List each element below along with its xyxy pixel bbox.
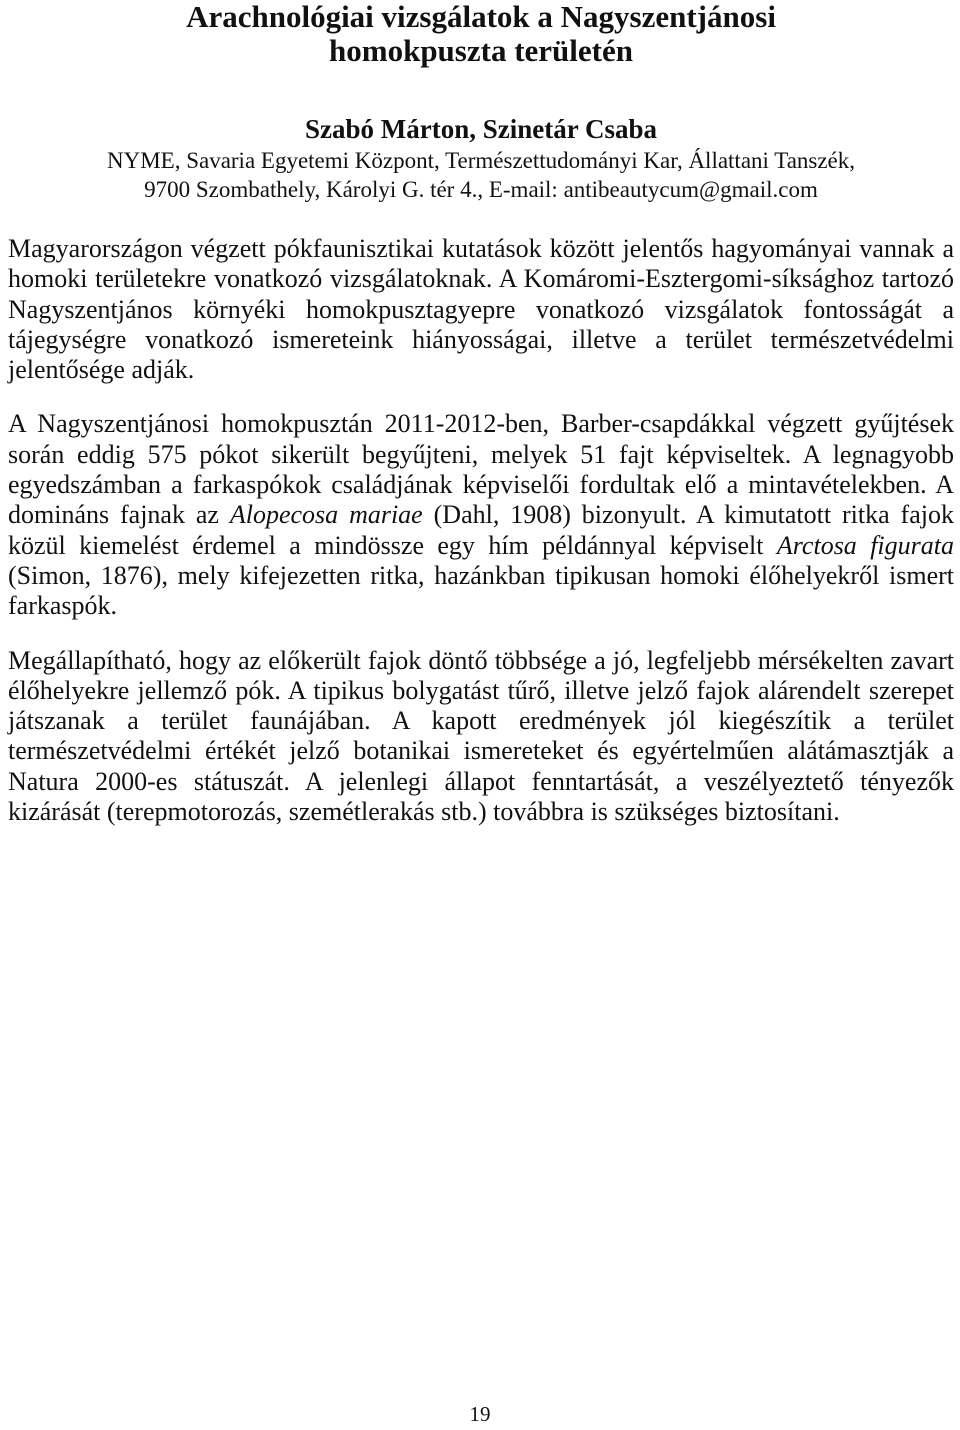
abstract-paragraph-1: Magyarországon végzett pókfaunisztikai kutatások között jelentős hagyományai vannak a homoki területekre vonatkozó vizsgálatoknak. A Komáromi-Esztergomi-síksághoz tartozó Nagyszentjános környéki homokpusztagyepre vonatkozó vizsgálatok fontosságát a tájegységre vonatkozó ismereteink hiányosságai, illetve a terület természetvédelmi jelentősége adják. [8, 234, 954, 385]
title-line-2: homokpuszta területén [329, 33, 633, 68]
page-number: 19 [469, 1402, 491, 1426]
paragraph-2-text-3: (Simon, 1876), mely kifejezetten ritka, hazánkban tipikusan homoki élőhelyekről ismert farkaspók. [8, 560, 954, 621]
affiliation-line-1: NYME, Savaria Egyetemi Központ, Természettudományi Kar, Állattani Tanszék, [106, 148, 856, 173]
affiliation-line-2: 9700 Szombathely, Károlyi G. tér 4., E-mail: antibeautycum@gmail.com [144, 177, 818, 202]
paper-title [8, 0, 954, 68]
abstract-paragraph-3: Megállapítható, hogy az előkerült fajok döntő többsége a jó, legfeljebb mérsékelten zavart élőhelyekre jellemző pók. A tipikus bolygatást tűrő, illetve jelző fajok alárendelt szerepet játszanak a terület faunájában. A kapott eredmények jól kiegészítik a terület természetvédelmi értékét jelző botanikai ismereteket és egyértelműen alátámasztják a Natura 2000-es státuszát. A jelenlegi állapot fenntartását, a veszélyeztető tényezők kizárását (terepmotorozás, szemétlerakás stb.) továbbra is szükséges biztosítani. [8, 645, 954, 827]
affiliation [8, 146, 954, 204]
paragraph-2-text-2: (Dahl, 1908) bizonyult. A kimutatott ritka fajok közül kiemelést érdemel a mindössze egy hím példánnyal képviselt [8, 500, 954, 560]
species-name-alopecosa: Alopecosa mariae [229, 500, 423, 530]
species-name-arctosa: Arctosa figurata [776, 530, 954, 560]
paragraph-2-text-1: A Nagyszentjánosi homokpusztán 2011-2012-ben, Barber-csapdákkal végzett gyűjtések során eddig 575 pókot sikerült begyűjteni, melyek 51 fajt képviseltek. A legnagyobb egyedszámban a farkaspókok családjának képviselői fordultak elő a mintavételekben. A domináns fajnak az [8, 409, 954, 530]
abstract-paragraph-2 [8, 409, 954, 621]
title-line-1: Arachnológiai vizsgálatok a Nagyszentjánosi [186, 0, 776, 34]
page [8, 0, 954, 827]
authors: Szabó Márton, Szinetár Csaba [304, 114, 657, 144]
